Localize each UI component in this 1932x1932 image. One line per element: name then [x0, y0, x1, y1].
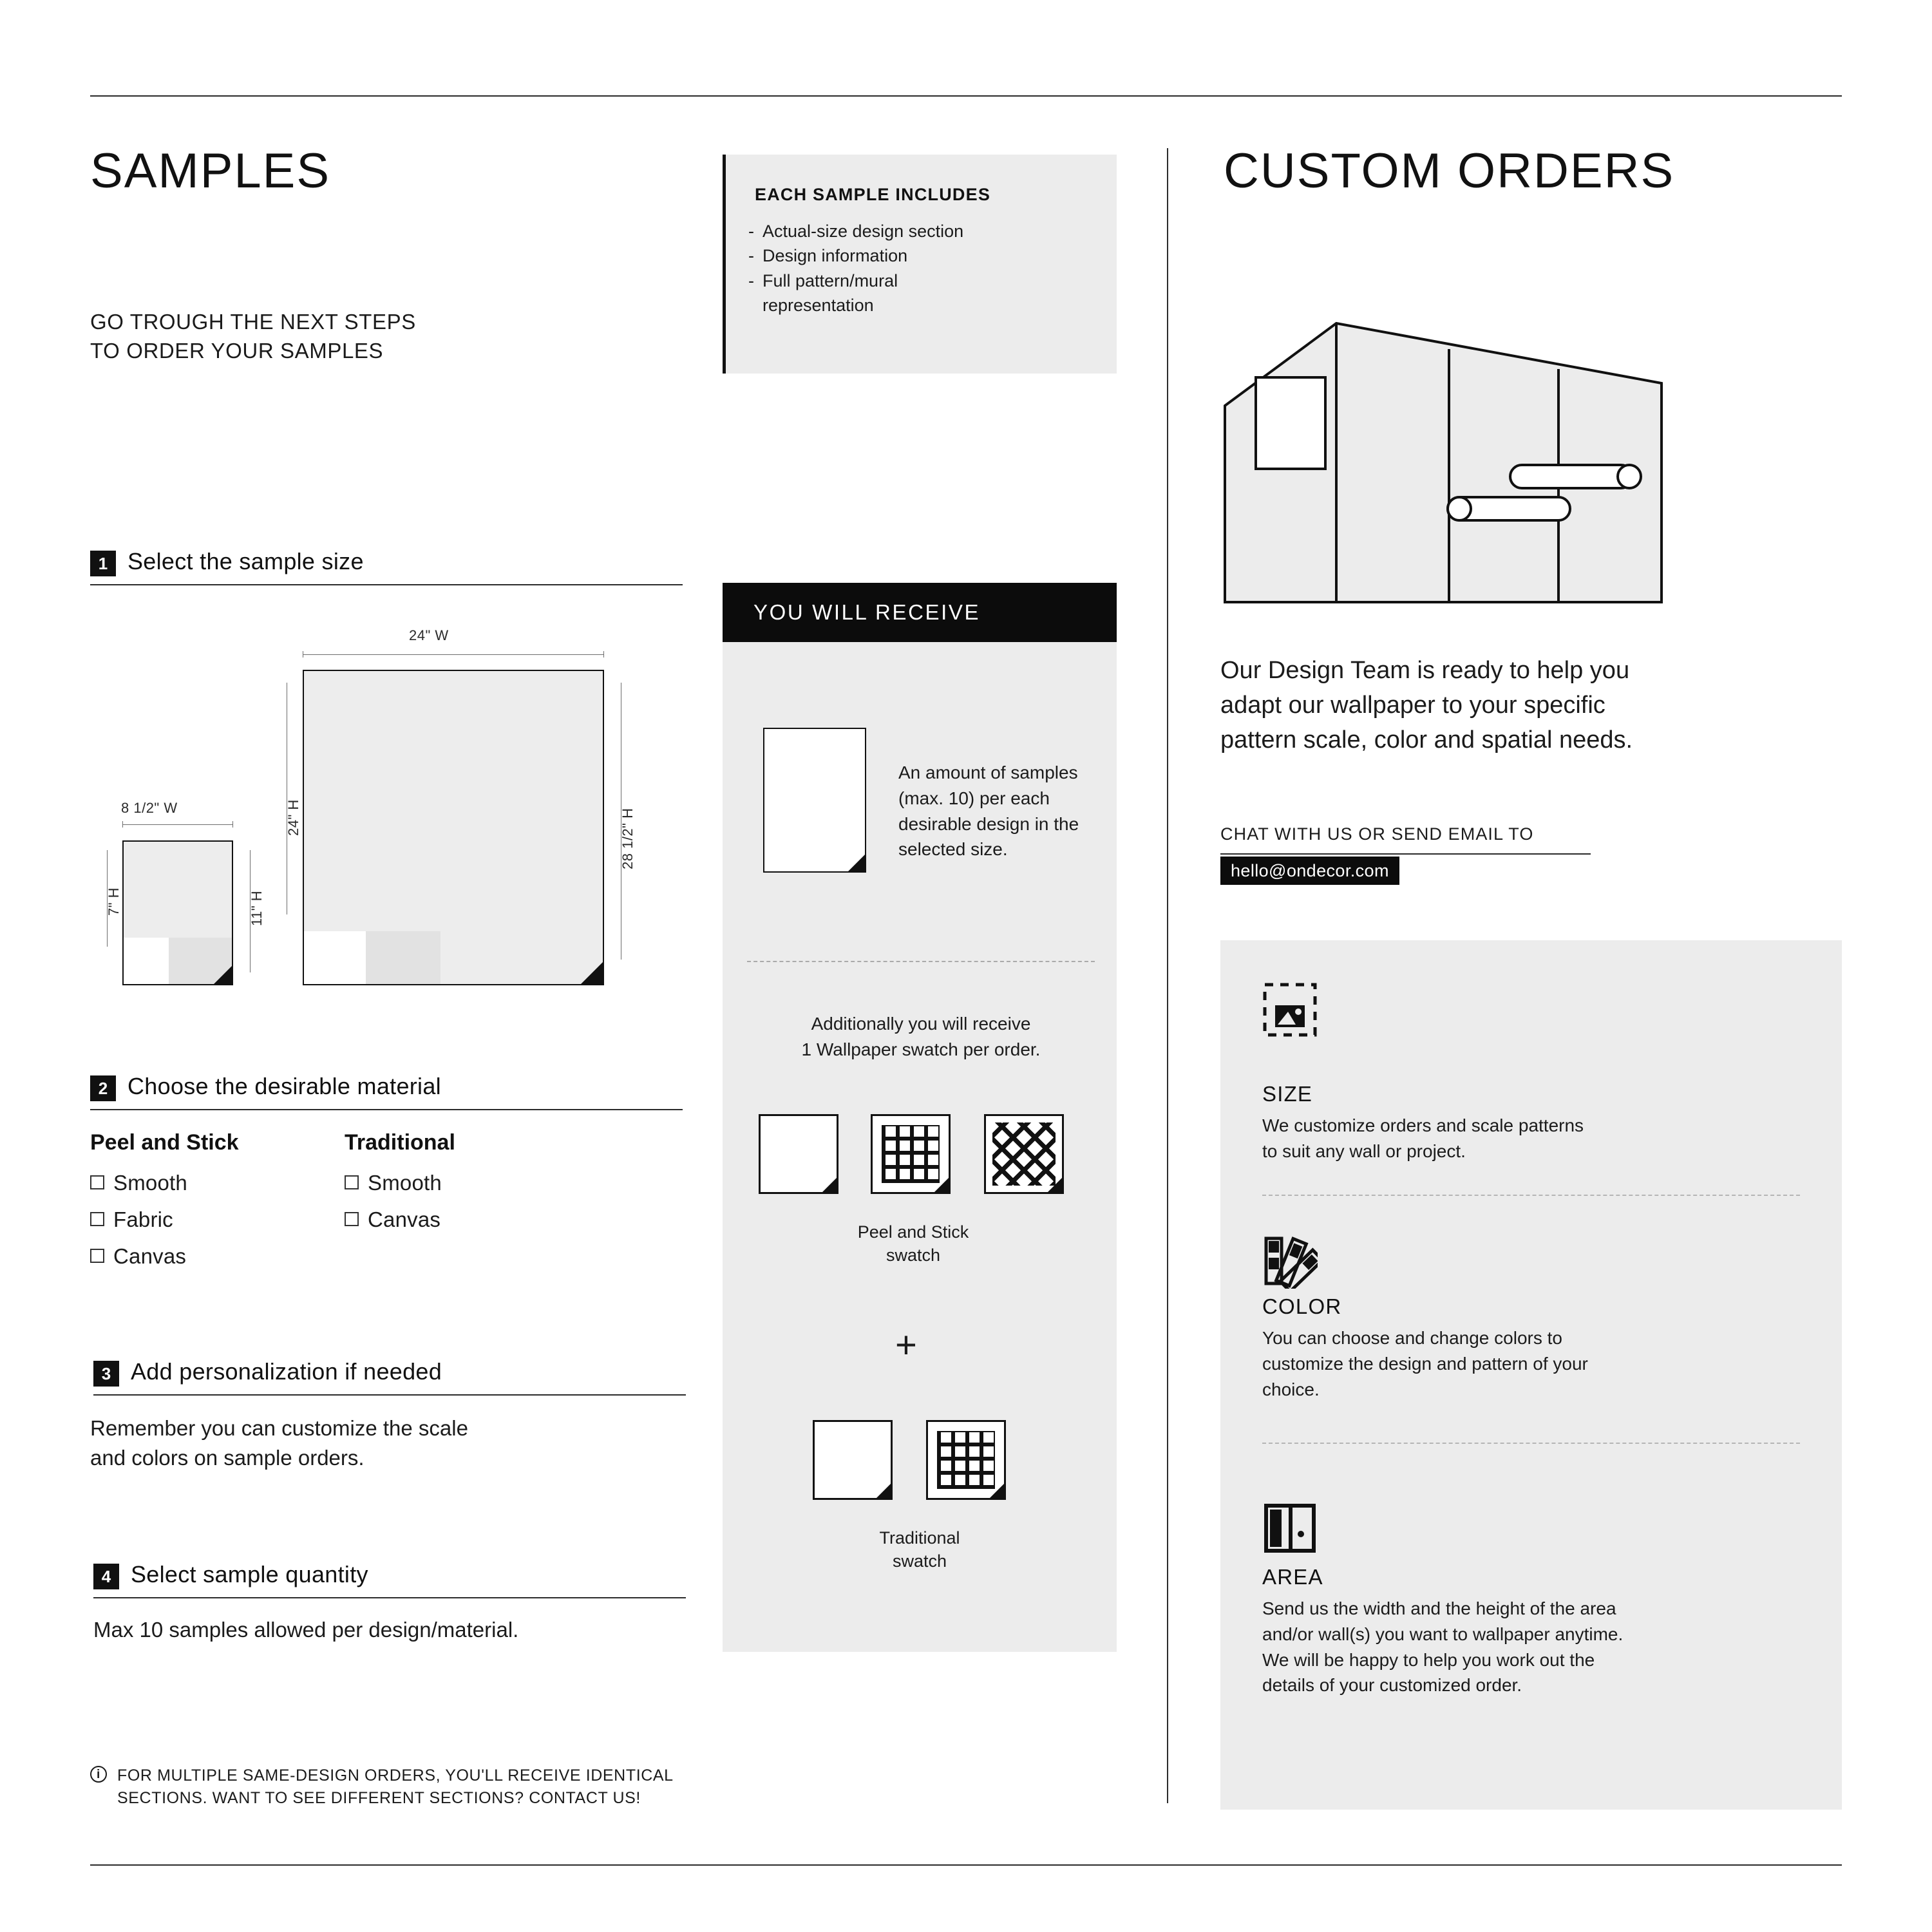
feature-color-line2: customize the design and pattern of your [1262, 1353, 1588, 1374]
material-col1-title: Peel and Stick [90, 1130, 239, 1155]
feature-size-line2: to suit any wall or project. [1262, 1141, 1466, 1161]
receive-extra-text [741, 1011, 1101, 1063]
feature-area-line4: details of your customized order. [1262, 1675, 1522, 1696]
feature-title-color: COLOR [1262, 1294, 1342, 1318]
swatch-corner-fold [934, 1178, 949, 1192]
includes-item-text: Design information [762, 246, 908, 266]
step-label: Select sample quantity [131, 1561, 368, 1587]
includes-accent-bar [723, 155, 726, 374]
traditional-swatch-caption [784, 1526, 1055, 1573]
step-3-body-line1: Remember you can customize the scale [90, 1416, 468, 1440]
feature-separator-2 [1262, 1443, 1800, 1444]
feature-title-size: SIZE [1262, 1082, 1313, 1106]
small-height-right-label: 11" H [249, 890, 265, 926]
large-height-right-label: 28 1/2" H [620, 808, 636, 869]
checkbox-icon[interactable] [90, 1175, 104, 1189]
receive-main-text: An amount of samples (max. 10) per each desirable design in the selected size. [898, 762, 1079, 860]
room-illustration [1217, 316, 1668, 612]
email-link[interactable]: hello@ondecor.com [1220, 857, 1399, 885]
checkbox-icon[interactable] [345, 1175, 359, 1189]
material-option-label: Canvas [368, 1208, 441, 1231]
samples-subtitle-line1: GO TROUGH THE NEXT STEPS [90, 310, 416, 334]
custom-orders-lead [1220, 654, 1813, 758]
feature-body-area [1262, 1596, 1816, 1698]
peel-swatch-caption [778, 1220, 1048, 1267]
custom-lead-line3: pattern scale, color and spatial needs. [1220, 726, 1633, 753]
checkbox-icon[interactable] [90, 1212, 104, 1226]
plus-icon: + [895, 1324, 917, 1366]
dash-bullet: - [748, 246, 754, 266]
column-divider [1167, 148, 1168, 1803]
swatch-corner-fold [1048, 1178, 1062, 1192]
feature-separator-1 [1262, 1195, 1800, 1196]
receive-extra-line1: Additionally you will receive [811, 1014, 1031, 1034]
feature-area-line3: We will be happy to help you work out the [1262, 1649, 1595, 1670]
grid-pattern-icon [937, 1431, 995, 1489]
feature-title-area: AREA [1262, 1565, 1323, 1589]
receive-extra-line2: 1 Wallpaper swatch per order. [801, 1039, 1041, 1059]
material-col2-title: Traditional [345, 1130, 455, 1155]
step-number: 1 [90, 551, 116, 576]
traditional-swatch-caption-line1: Traditional [879, 1528, 960, 1548]
list-item [748, 243, 1109, 268]
step-underline [93, 1394, 686, 1396]
samples-subtitle-line2: TO ORDER YOUR SAMPLES [90, 338, 384, 363]
traditional-swatch-caption-line2: swatch [892, 1551, 947, 1571]
material-option-label: Smooth [113, 1171, 187, 1195]
includes-title: EACH SAMPLE INCLUDES [755, 185, 991, 204]
step-number: 2 [90, 1075, 116, 1101]
material-option-traditional-smooth[interactable] [345, 1171, 442, 1195]
diagonal-pattern-icon [992, 1122, 1056, 1186]
step-4-body: Max 10 samples allowed per design/material. [93, 1618, 519, 1642]
large-width-dim-line [303, 654, 604, 655]
traditional-swatch-plain [813, 1420, 893, 1500]
swatch-corner-fold [214, 966, 232, 984]
includes-item-text: Actual-size design section [762, 222, 964, 241]
includes-list [748, 219, 1109, 317]
feature-area-line2: and/or wall(s) you want to wallpaper anytime. [1262, 1624, 1624, 1644]
checkbox-icon[interactable] [345, 1212, 359, 1226]
custom-orders-heading: CUSTOM ORDERS [1224, 144, 1675, 198]
step-underline [90, 584, 683, 585]
chat-underline [1220, 853, 1591, 855]
feature-area-line1: Send us the width and the height of the area [1262, 1598, 1616, 1618]
dash-bullet: - [748, 270, 754, 290]
list-item [748, 219, 1109, 243]
swatch-inner-block [366, 931, 440, 984]
swatch-white-strip [124, 938, 171, 984]
peel-swatch-diagonal [984, 1114, 1064, 1194]
large-height-left-label: 24" H [285, 799, 301, 836]
room-illustration-svg [1217, 316, 1668, 612]
peel-swatch-grid [871, 1114, 951, 1194]
peel-swatch-caption-line2: swatch [886, 1245, 941, 1265]
sample-sheet-graphic [763, 728, 866, 873]
feature-body-color [1262, 1325, 1816, 1402]
small-sample-swatch [122, 840, 233, 985]
step-number: 3 [93, 1361, 119, 1387]
swatch-corner-fold [822, 1178, 837, 1192]
step-number: 4 [93, 1564, 119, 1589]
peel-swatch-plain [759, 1114, 838, 1194]
you-will-receive-header [723, 583, 1117, 642]
custom-lead-line1: Our Design Team is ready to help you [1220, 657, 1630, 684]
samples-subtitle [90, 308, 670, 365]
small-width-label: 8 1/2" W [121, 800, 178, 816]
material-option-traditional-canvas[interactable] [345, 1208, 440, 1232]
material-option-peel-smooth[interactable] [90, 1171, 187, 1195]
step-label: Add personalization if needed [131, 1358, 442, 1385]
chat-label: CHAT WITH US OR SEND EMAIL TO [1220, 824, 1534, 844]
dash-bullet: - [748, 222, 754, 241]
feature-body-size [1262, 1113, 1816, 1164]
small-height-left-label: 7" H [106, 887, 122, 916]
top-divider [90, 95, 1842, 97]
dim-tick [603, 651, 604, 658]
small-width-dim-line [122, 824, 233, 825]
wall-panel-icon [1262, 1501, 1318, 1556]
material-option-label: Fabric [113, 1208, 173, 1231]
feature-color-line3: choice. [1262, 1379, 1320, 1399]
swatch-white-strip [304, 931, 366, 984]
list-item [748, 269, 1109, 293]
feature-color-line1: You can choose and change colors to [1262, 1328, 1562, 1348]
info-icon: i [90, 1766, 107, 1783]
step-label: Select the sample size [128, 548, 364, 574]
material-option-label: Smooth [368, 1171, 442, 1195]
footnote [90, 1765, 863, 1810]
samples-heading: SAMPLES [90, 144, 331, 198]
traditional-swatch-grid [926, 1420, 1006, 1500]
step-underline [93, 1597, 686, 1598]
receive-dashed-separator [747, 961, 1095, 962]
material-option-peel-canvas[interactable] [90, 1244, 186, 1269]
peel-swatch-caption-line1: Peel and Stick [857, 1222, 969, 1242]
color-swatch-fan-icon [1262, 1233, 1318, 1289]
you-will-receive-title: YOU WILL RECEIVE [753, 600, 981, 624]
step-underline [90, 1109, 683, 1110]
dim-tick [122, 821, 123, 828]
includes-item-continuation: representation [762, 295, 874, 315]
footnote-line2: SECTIONS. WANT TO SEE DIFFERENT SECTIONS? CONTACT US! [117, 1789, 641, 1807]
step-3-body [90, 1414, 708, 1473]
swatch-corner-fold [581, 962, 603, 984]
grid-pattern-icon [882, 1125, 940, 1183]
footnote-line1: FOR MULTIPLE SAME-DESIGN ORDERS, YOU'LL RECEIVE IDENTICAL [117, 1766, 674, 1785]
checkbox-icon[interactable] [90, 1249, 104, 1263]
step-3-body-line2: and colors on sample orders. [90, 1446, 365, 1470]
swatch-corner-fold [876, 1484, 891, 1498]
image-frame-icon [1262, 982, 1318, 1037]
material-option-peel-fabric[interactable] [90, 1208, 173, 1232]
large-width-label: 24" W [409, 627, 449, 643]
step-label: Choose the desirable material [128, 1073, 441, 1099]
dim-tick [232, 821, 233, 828]
feature-size-line1: We customize orders and scale patterns [1262, 1115, 1584, 1135]
custom-lead-line2: adapt our wallpaper to your specific [1220, 691, 1605, 719]
swatch-corner-fold [990, 1484, 1004, 1498]
material-option-label: Canvas [113, 1244, 187, 1268]
sheet-corner-fold [848, 855, 865, 871]
bottom-divider [90, 1864, 1842, 1866]
large-sample-swatch [303, 670, 604, 985]
sample-size-diagram [90, 599, 696, 998]
includes-item-text: Full pattern/mural [762, 270, 898, 290]
